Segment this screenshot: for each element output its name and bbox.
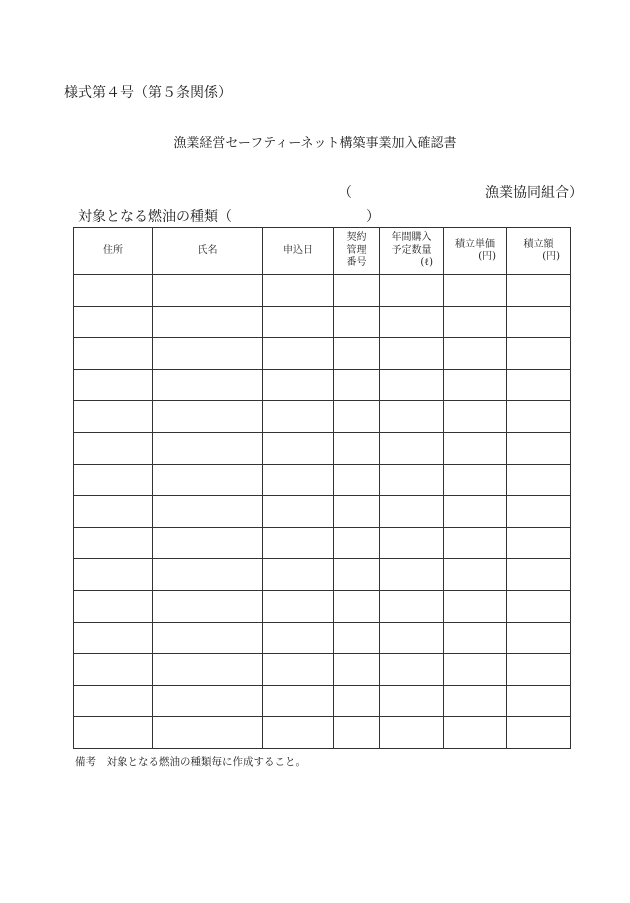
header-unit: (ℓ)	[420, 257, 433, 269]
header-application-date	[263, 228, 334, 275]
blank-cell[interactable]	[380, 338, 444, 370]
blank-cell[interactable]	[507, 559, 571, 591]
blank-cell[interactable]	[263, 401, 334, 433]
blank-cell[interactable]	[263, 464, 334, 496]
blank-cell[interactable]	[380, 401, 444, 433]
table-row	[74, 338, 571, 370]
blank-cell[interactable]	[444, 432, 507, 464]
blank-cell[interactable]	[507, 432, 571, 464]
blank-cell[interactable]	[334, 654, 380, 686]
blank-cell[interactable]	[153, 717, 263, 749]
blank-cell[interactable]	[153, 559, 263, 591]
table-row	[74, 527, 571, 559]
table-row	[74, 685, 571, 717]
blank-cell[interactable]	[263, 559, 334, 591]
table-body	[74, 275, 571, 749]
blank-cell[interactable]	[74, 496, 153, 528]
blank-cell[interactable]	[444, 717, 507, 749]
blank-cell[interactable]	[380, 464, 444, 496]
blank-cell[interactable]	[74, 401, 153, 433]
blank-cell[interactable]	[507, 275, 571, 307]
blank-cell[interactable]	[444, 654, 507, 686]
blank-cell[interactable]	[74, 338, 153, 370]
blank-cell[interactable]	[334, 401, 380, 433]
blank-cell[interactable]	[263, 527, 334, 559]
blank-cell[interactable]	[444, 622, 507, 654]
blank-cell[interactable]	[444, 590, 507, 622]
blank-cell[interactable]	[153, 654, 263, 686]
blank-cell[interactable]	[153, 401, 263, 433]
blank-cell[interactable]	[444, 401, 507, 433]
blank-cell[interactable]	[74, 559, 153, 591]
association-name-label: 漁業協同組合）	[485, 185, 583, 201]
header-amount	[507, 228, 571, 275]
blank-cell[interactable]	[380, 559, 444, 591]
blank-cell[interactable]	[334, 464, 380, 496]
header-text: 番号	[346, 257, 367, 269]
header-text: 契約	[346, 232, 367, 244]
header-text: 氏名	[197, 244, 218, 256]
table-row	[74, 654, 571, 686]
blank-cell[interactable]	[444, 496, 507, 528]
blank-cell[interactable]	[334, 432, 380, 464]
fuel-type-label: 対象となる燃油の種類（	[78, 209, 232, 225]
blank-cell[interactable]	[263, 275, 334, 307]
blank-cell[interactable]	[380, 527, 444, 559]
header-address	[74, 228, 153, 275]
blank-cell[interactable]	[263, 654, 334, 686]
blank-cell[interactable]	[263, 590, 334, 622]
blank-cell[interactable]	[507, 369, 571, 401]
table-row	[74, 559, 571, 591]
blank-cell[interactable]	[74, 369, 153, 401]
blank-cell[interactable]	[74, 654, 153, 686]
blank-cell[interactable]	[380, 275, 444, 307]
blank-cell[interactable]	[380, 685, 444, 717]
header-unit-price	[444, 228, 507, 275]
blank-cell[interactable]	[507, 717, 571, 749]
blank-cell[interactable]	[74, 622, 153, 654]
blank-cell[interactable]	[380, 590, 444, 622]
blank-cell[interactable]	[263, 369, 334, 401]
blank-cell[interactable]	[444, 369, 507, 401]
blank-cell[interactable]	[74, 432, 153, 464]
blank-cell[interactable]	[507, 685, 571, 717]
blank-cell[interactable]	[334, 590, 380, 622]
header-annual-quantity	[380, 228, 444, 275]
blank-cell[interactable]	[263, 685, 334, 717]
blank-cell[interactable]	[507, 464, 571, 496]
blank-cell[interactable]	[507, 527, 571, 559]
blank-cell[interactable]	[380, 496, 444, 528]
blank-cell[interactable]	[380, 369, 444, 401]
header-unit: (円)	[478, 251, 496, 262]
blank-cell[interactable]	[444, 559, 507, 591]
blank-cell[interactable]	[263, 717, 334, 749]
blank-cell[interactable]	[153, 338, 263, 370]
blank-cell[interactable]	[153, 685, 263, 717]
association-open-paren: （	[338, 185, 352, 201]
blank-cell[interactable]	[334, 685, 380, 717]
blank-cell[interactable]	[334, 622, 380, 654]
blank-cell[interactable]	[444, 685, 507, 717]
blank-cell[interactable]	[153, 622, 263, 654]
blank-cell[interactable]	[507, 338, 571, 370]
blank-cell[interactable]	[334, 559, 380, 591]
blank-cell[interactable]	[153, 275, 263, 307]
blank-cell[interactable]	[334, 275, 380, 307]
remarks-note: 備考 対象となる燃油の種類毎に作成すること。	[75, 756, 306, 768]
header-text: 積立単価	[455, 238, 495, 250]
blank-cell[interactable]	[334, 306, 380, 338]
blank-cell[interactable]	[74, 275, 153, 307]
table-row	[74, 464, 571, 496]
blank-cell[interactable]	[334, 496, 380, 528]
blank-cell[interactable]	[263, 622, 334, 654]
header-text: 予定数量	[391, 244, 432, 256]
header-contract-number	[334, 228, 380, 275]
table-row	[74, 432, 571, 464]
table-row	[74, 369, 571, 401]
header-text: 年間購入	[391, 232, 432, 244]
blank-cell[interactable]	[74, 306, 153, 338]
header-text: 積立額	[523, 238, 554, 250]
table-row	[74, 496, 571, 528]
blank-cell[interactable]	[153, 306, 263, 338]
table-row	[74, 717, 571, 749]
blank-cell[interactable]	[380, 622, 444, 654]
blank-cell[interactable]	[380, 654, 444, 686]
blank-cell[interactable]	[263, 306, 334, 338]
blank-cell[interactable]	[334, 527, 380, 559]
table-row	[74, 306, 571, 338]
blank-cell[interactable]	[263, 338, 334, 370]
blank-cell[interactable]	[74, 527, 153, 559]
enrollment-table	[73, 227, 571, 749]
blank-cell[interactable]	[74, 590, 153, 622]
table-row	[74, 275, 571, 307]
blank-cell[interactable]	[444, 275, 507, 307]
blank-cell[interactable]	[507, 496, 571, 528]
blank-cell[interactable]	[444, 338, 507, 370]
table-row	[74, 590, 571, 622]
blank-cell[interactable]	[74, 464, 153, 496]
header-text: 住所	[103, 244, 123, 256]
blank-cell[interactable]	[153, 464, 263, 496]
blank-cell[interactable]	[444, 464, 507, 496]
blank-cell[interactable]	[153, 496, 263, 528]
blank-cell[interactable]	[380, 306, 444, 338]
blank-cell[interactable]	[507, 654, 571, 686]
blank-cell[interactable]	[263, 496, 334, 528]
blank-cell[interactable]	[444, 306, 507, 338]
blank-cell[interactable]	[334, 369, 380, 401]
blank-cell[interactable]	[153, 369, 263, 401]
header-text: 管理	[346, 244, 367, 256]
fuel-type-close-paren: ）	[366, 209, 380, 225]
form-number: 様式第４号（第５条関係）	[64, 85, 232, 101]
blank-cell[interactable]	[153, 590, 263, 622]
blank-cell[interactable]	[74, 717, 153, 749]
header-row	[74, 228, 571, 275]
blank-cell[interactable]	[444, 527, 507, 559]
blank-cell[interactable]	[380, 432, 444, 464]
document-title: 漁業経営セーフティーネット構築事業加入確認書	[173, 136, 457, 151]
blank-cell[interactable]	[153, 432, 263, 464]
blank-cell[interactable]	[507, 622, 571, 654]
table-row	[74, 401, 571, 433]
table-row	[74, 622, 571, 654]
blank-cell[interactable]	[507, 306, 571, 338]
blank-cell[interactable]	[74, 685, 153, 717]
blank-cell[interactable]	[153, 527, 263, 559]
header-unit: (円)	[542, 251, 560, 262]
blank-cell[interactable]	[507, 401, 571, 433]
blank-cell[interactable]	[334, 717, 380, 749]
blank-cell[interactable]	[334, 338, 380, 370]
header-name	[153, 228, 263, 275]
blank-cell[interactable]	[507, 590, 571, 622]
blank-cell[interactable]	[380, 717, 444, 749]
header-text: 申込日	[283, 244, 313, 256]
blank-cell[interactable]	[263, 432, 334, 464]
